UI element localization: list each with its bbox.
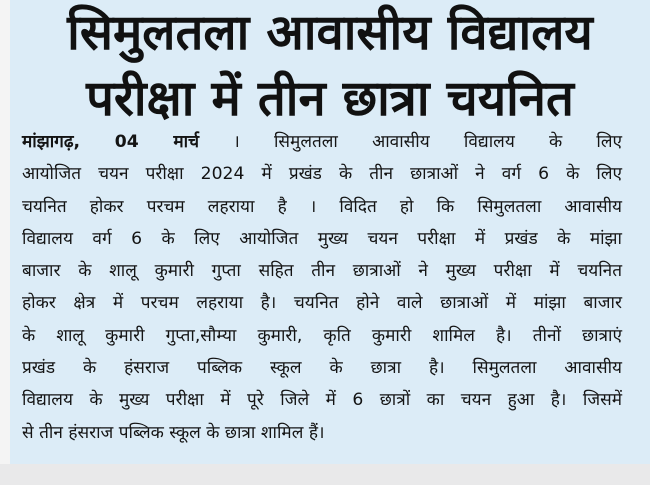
article-line-5: बाजार के शालू कुमारी गुप्ता सहित तीन छात्राओं ने मुख्य परीक्षा में चयनित xyxy=(22,261,622,282)
article-line-1 xyxy=(22,126,622,158)
article-line-7: के शालू कुमारी गुप्ता,सौम्या कुमारी, कृति कुमारी शामिल है। तीनों छात्राएं xyxy=(22,325,622,346)
article-body xyxy=(22,126,622,449)
article-line-6: होकर क्षेत्र में परचम लहराया है। चयनित होने वाले छात्राओं में मांझा बाजार xyxy=(22,293,622,314)
article-line-3: चयनित होकर परचम लहराया है । विदित हो कि सिमुलतला आवासीय xyxy=(22,196,622,217)
page-left-margin xyxy=(0,0,10,485)
article-line-4: विद्यालय वर्ग 6 के लिए आयोजित मुख्य चयन परीक्षा में प्रखंड के मांझा xyxy=(22,228,622,249)
article-line-1-text: । सिमुलतला आवासीय विद्यालय के लिए xyxy=(233,132,622,152)
article-line-10: से तीन हंसराज पब्लिक स्कूल के छात्रा शामिल हैं। xyxy=(22,422,325,443)
article-line-2: आयोजित चयन परीक्षा 2024 में प्रखंड के तीन छात्राओं ने वर्ग 6 के लिए xyxy=(22,164,622,185)
article-line-8: प्रखंड के हंसराज पब्लिक स्कूल के छात्रा है। सिमुलतला आवासीय xyxy=(22,358,622,379)
article-line-9: विद्यालय के मुख्य परीक्षा में पूरे जिले में 6 छात्रों का चयन हुआ है। जिसमें xyxy=(22,390,622,411)
headline-line-2: परीक्षा में तीन छात्रा चयनित xyxy=(86,70,574,127)
dateline: मांझागढ़, 04 मार्च xyxy=(22,132,200,152)
headline-line-1: सिमुलतला आवासीय विद्यालय xyxy=(67,4,593,61)
page-bottom-margin xyxy=(0,464,650,485)
